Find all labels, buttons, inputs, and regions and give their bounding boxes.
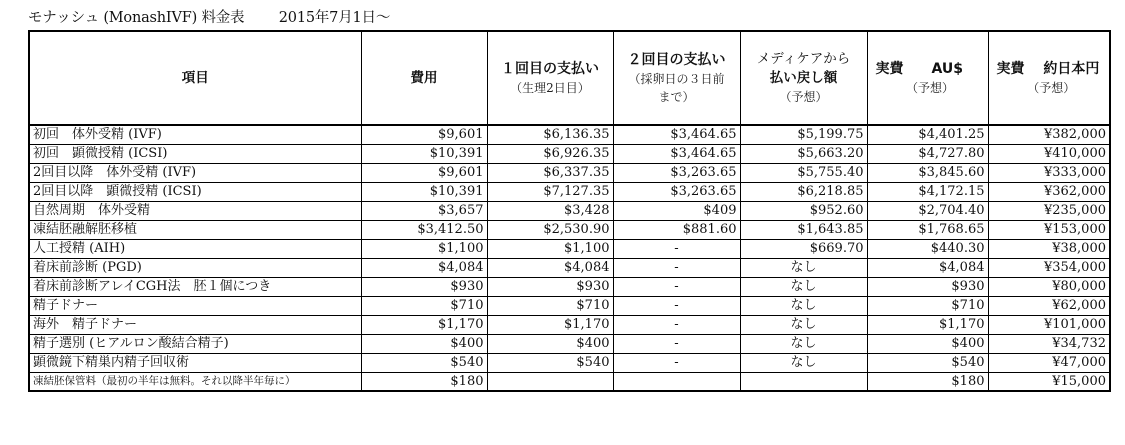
cell-second-payment: $3,263.65 (613, 182, 740, 201)
table-row (29, 144, 1110, 163)
cell-actual-aud: $1,170 (867, 315, 988, 334)
cell-actual-aud: $540 (867, 353, 988, 372)
cell-second-payment: - (613, 239, 740, 258)
header-second-payment: ２回目の支払い （採卵日の３日前 まで） (613, 31, 740, 125)
table-row (29, 315, 1110, 334)
table-row (29, 163, 1110, 182)
cell-medicare-refund: $1,643.85 (740, 220, 867, 239)
cell-fee: $400 (361, 334, 487, 353)
cell-actual-jpy: ¥47,000 (988, 353, 1110, 372)
table-row (29, 334, 1110, 353)
fee-table (28, 30, 1111, 392)
table-row (29, 201, 1110, 220)
cell-actual-jpy: ¥410,000 (988, 144, 1110, 163)
title-date: 2015年7月1日〜 (278, 10, 391, 26)
cell-item: 凍結胚融解胚移植 (29, 220, 361, 239)
cell-actual-jpy: ¥153,000 (988, 220, 1110, 239)
cell-actual-jpy: ¥34,732 (988, 334, 1110, 353)
cell-first-payment: $7,127.35 (487, 182, 613, 201)
cell-medicare-refund (740, 372, 867, 391)
cell-actual-jpy: ¥333,000 (988, 163, 1110, 182)
cell-fee: $540 (361, 353, 487, 372)
header-first-payment: １回目の支払い （生理2日目） (487, 31, 613, 125)
table-row (29, 220, 1110, 239)
cell-actual-aud: $930 (867, 277, 988, 296)
cell-actual-jpy: ¥101,000 (988, 315, 1110, 334)
cell-item: 初回 体外受精 (IVF) (29, 125, 361, 144)
cell-first-payment: $710 (487, 296, 613, 315)
table-row (29, 277, 1110, 296)
cell-medicare-refund: $5,663.20 (740, 144, 867, 163)
table-row (29, 125, 1110, 144)
cell-fee: $10,391 (361, 144, 487, 163)
cell-first-payment: $400 (487, 334, 613, 353)
document-title (28, 6, 390, 27)
cell-medicare-refund: なし (740, 334, 867, 353)
cell-actual-aud: $2,704.40 (867, 201, 988, 220)
cell-actual-aud: $180 (867, 372, 988, 391)
cell-medicare-refund: $952.60 (740, 201, 867, 220)
cell-medicare-refund: $669.70 (740, 239, 867, 258)
cell-medicare-refund: $6,218.85 (740, 182, 867, 201)
cell-first-payment: $1,100 (487, 239, 613, 258)
cell-actual-jpy: ¥382,000 (988, 125, 1110, 144)
cell-second-payment: $881.60 (613, 220, 740, 239)
cell-actual-aud: $400 (867, 334, 988, 353)
cell-item: 精子選別 (ヒアルロン酸結合精子) (29, 334, 361, 353)
cell-medicare-refund: なし (740, 296, 867, 315)
cell-second-payment: - (613, 334, 740, 353)
cell-actual-jpy: ¥62,000 (988, 296, 1110, 315)
header-actual-aud: 実費 AU$ （予想） (867, 31, 988, 125)
cell-medicare-refund: なし (740, 315, 867, 334)
cell-item: 2回目以降 体外受精 (IVF) (29, 163, 361, 182)
cell-actual-aud: $4,172.15 (867, 182, 988, 201)
table-row (29, 182, 1110, 201)
cell-actual-jpy: ¥38,000 (988, 239, 1110, 258)
cell-item: 海外 精子ドナー (29, 315, 361, 334)
header-row (29, 31, 1110, 125)
cell-item: 精子ドナー (29, 296, 361, 315)
cell-actual-jpy: ¥15,000 (988, 372, 1110, 391)
cell-first-payment: $6,337.35 (487, 163, 613, 182)
cell-fee: $10,391 (361, 182, 487, 201)
title-text: モナッシュ (MonashIVF) 料金表 (28, 10, 245, 26)
cell-actual-aud: $440.30 (867, 239, 988, 258)
cell-item: 人工授精 (AIH) (29, 239, 361, 258)
cell-second-payment: $3,263.65 (613, 163, 740, 182)
table-row (29, 239, 1110, 258)
cell-fee: $1,170 (361, 315, 487, 334)
cell-item: 着床前診断 (PGD) (29, 258, 361, 277)
cell-actual-aud: $4,084 (867, 258, 988, 277)
cell-item: 2回目以降 顕微授精 (ICSI) (29, 182, 361, 201)
cell-item: 凍結胚保管料（最初の半年は無料。それ以降半年毎に） (29, 372, 361, 391)
cell-item: 顕微鏡下精巣内精子回収術 (29, 353, 361, 372)
cell-medicare-refund: $5,199.75 (740, 125, 867, 144)
cell-medicare-refund: なし (740, 353, 867, 372)
cell-second-payment: - (613, 353, 740, 372)
cell-first-payment: $3,428 (487, 201, 613, 220)
cell-item: 自然周期 体外受精 (29, 201, 361, 220)
cell-second-payment: $3,464.65 (613, 144, 740, 163)
header-medicare-refund: メディケアから 払い戻し額 （予想） (740, 31, 867, 125)
table-row (29, 372, 1110, 391)
cell-fee: $180 (361, 372, 487, 391)
cell-second-payment: $409 (613, 201, 740, 220)
cell-first-payment: $4,084 (487, 258, 613, 277)
cell-second-payment: - (613, 296, 740, 315)
cell-first-payment: $6,136.35 (487, 125, 613, 144)
cell-actual-jpy: ¥80,000 (988, 277, 1110, 296)
table-row (29, 258, 1110, 277)
header-item: 項目 (29, 31, 361, 125)
cell-medicare-refund: なし (740, 277, 867, 296)
cell-medicare-refund: なし (740, 258, 867, 277)
cell-fee: $9,601 (361, 125, 487, 144)
cell-first-payment: $540 (487, 353, 613, 372)
cell-actual-jpy: ¥362,000 (988, 182, 1110, 201)
cell-actual-aud: $4,727.80 (867, 144, 988, 163)
header-fee: 費用 (361, 31, 487, 125)
cell-fee: $3,412.50 (361, 220, 487, 239)
cell-item: 着床前診断アレイCGH法 胚１個につき (29, 277, 361, 296)
cell-second-payment (613, 372, 740, 391)
cell-medicare-refund: $5,755.40 (740, 163, 867, 182)
cell-second-payment: - (613, 315, 740, 334)
cell-first-payment: $930 (487, 277, 613, 296)
cell-fee: $4,084 (361, 258, 487, 277)
cell-actual-aud: $1,768.65 (867, 220, 988, 239)
cell-second-payment: - (613, 277, 740, 296)
cell-first-payment: $6,926.35 (487, 144, 613, 163)
cell-fee: $710 (361, 296, 487, 315)
cell-first-payment (487, 372, 613, 391)
cell-first-payment: $2,530.90 (487, 220, 613, 239)
header-actual-jpy: 実費 約日本円 （予想） (988, 31, 1110, 125)
cell-actual-aud: $4,401.25 (867, 125, 988, 144)
cell-actual-aud: $710 (867, 296, 988, 315)
cell-actual-jpy: ¥235,000 (988, 201, 1110, 220)
cell-fee: $1,100 (361, 239, 487, 258)
cell-fee: $3,657 (361, 201, 487, 220)
table-row (29, 296, 1110, 315)
cell-actual-aud: $3,845.60 (867, 163, 988, 182)
cell-item: 初回 顕微授精 (ICSI) (29, 144, 361, 163)
cell-second-payment: $3,464.65 (613, 125, 740, 144)
table-row (29, 353, 1110, 372)
cell-first-payment: $1,170 (487, 315, 613, 334)
cell-fee: $9,601 (361, 163, 487, 182)
cell-second-payment: - (613, 258, 740, 277)
cell-fee: $930 (361, 277, 487, 296)
cell-actual-jpy: ¥354,000 (988, 258, 1110, 277)
